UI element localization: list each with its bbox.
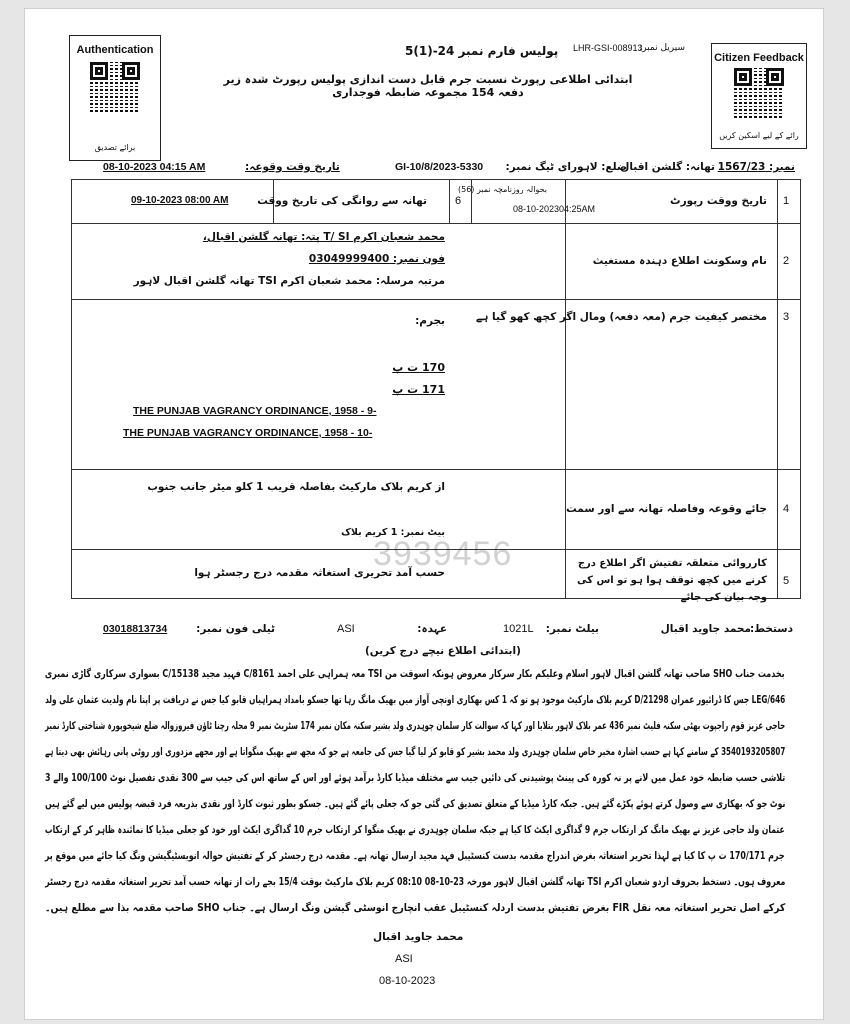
footer-date: 08-10-2023: [379, 975, 436, 987]
row-number: 1: [783, 195, 790, 207]
row-label: جائے وقوعہ وفاصلہ تھانہ سے اور سمت: [566, 503, 767, 515]
vagrancy-section-10: THE PUNJAB VAGRANCY ORDINANCE, 1958 - 10-: [123, 427, 373, 439]
narrative-line: عثمان ولد حاجی عزیز نے بھیک مانگ کر ارتکاب جرم 9 گداگری ایکٹ کا کیا ہے جبکہ سلمان چوہدری نے بھیک منگوا کر ارتکاب جرم 10 گداگری ایکٹ اور خود کو جعلی میڈیا کا نمائندہ ظاہر کر کے ارتکاب: [45, 824, 785, 836]
narrative-line: بخدمت جناب SHO صاحب تھانہ گلشن اقبال لاہور اسلام وعلیکم بکار سرکار معروض ہونکہ اسوقت من TSI معہ ہمراہی علی احمد 8161/C فہید مجید 15138/C بسواری سرکاری گاڑی نمبری: [45, 668, 785, 680]
citizen-feedback-qr-box: [711, 43, 807, 149]
watermark: 3939456: [373, 535, 513, 573]
feedback-caption: رائے کے لیے اسکین کریں: [719, 131, 799, 140]
fir-document: [24, 8, 824, 1020]
fir-number: نمبر: 1567/23: [717, 161, 795, 173]
row-number: 3: [783, 311, 790, 323]
narrative-line: کرکے اصل تحریر استغاثہ معہ نقل FIR بغرض تفتیش بدست اردلہ کنسٹیبل عقب انچارج انوسٹی گیشن ونگ ارسال ہے۔ جناب SHO صاحب مقدمہ بذا سے مطلع ہیں۔: [44, 902, 785, 914]
beat-number: بیٹ نمبر: 1 کریم بلاک: [341, 527, 445, 538]
row-number: 2: [783, 255, 790, 267]
departure-datetime: 09-10-2023 08:00 AM: [131, 195, 229, 206]
narrative-line: جرم 170/171 ت پ کا کیا ہے لہذا تحریر استغاثہ بغرض اندراج مقدمہ بدست کنسٹیبل فہد مجید ارسال تھانہ ہے۔ مقدمہ درج رجسٹر کر کے تفتیش حوالہ انویسٹیگیشن ونگ کیا جائے میں موقع پر: [45, 850, 785, 862]
complainant-phone: فون نمبر: 03049999400: [308, 253, 445, 265]
feedback-title: Citizen Feedback: [714, 52, 804, 64]
qr-code-icon: [90, 62, 140, 112]
narrative-line: 3540193205807 کے سامنے کہا ہے حسب اشارہ مخبر خاص سلمان چوہدری ولد محمد بشیر کو قابو کر لیا گیا جس کی جامعہ ہے جو کہ مجھ سے بھیک منگواتا ہے اور مجھے مزدوری اور روٹی پانی رہائش بھی دیتا ہے: [44, 746, 785, 758]
row-label: نام وسکونت اطلاع دہندہ مستغیث: [592, 255, 767, 267]
authentication-qr-box: [69, 35, 161, 161]
gi-label: ای ٹیگ نمبر:: [505, 161, 571, 173]
row-number: 6: [455, 195, 462, 207]
main-heading: ابتدائی اطلاعی رپورٹ نسبت جرم قابل دست اندازی پولیس رپورٹ شدہ زیر دفعہ 154 مجموعہ ضابطہ فوجداری: [223, 73, 633, 99]
rank-label: عہدہ:: [417, 623, 447, 635]
gi-value: GI-10/8/2023-5330: [395, 161, 484, 173]
section-170: 170 ت پ: [392, 361, 445, 374]
instruction-note: (ابتدائی اطلاع نیچے درج کریں): [365, 645, 521, 657]
place-of-occurrence: از کریم بلاک مارکیٹ بفاصلہ قریب 1 کلو میٹر جانب جنوب: [147, 481, 445, 493]
sign-value: محمد جاوید اقبال: [660, 623, 751, 635]
phone-value: 03018813734: [103, 623, 168, 635]
action-taken: حسب آمد تحریری استغاثہ مقدمہ درج رجسٹر ہوا: [194, 567, 445, 579]
report-datetime: 08-10-202304:25AM: [513, 204, 596, 214]
belt-value: 1021L: [503, 623, 534, 635]
sign-label: دستخط:: [749, 623, 793, 635]
serial-value: LHR-GSI-008913: [573, 43, 643, 53]
authentication-title: Authentication: [76, 44, 154, 56]
complainant-name: محمد شعبان اکرم T/ SI پتہ: تھانہ گلشن اقبال،: [202, 231, 445, 243]
row-label: کارروائی متعلقہ تفتیش اگر اطلاع درج کرنے میں کچھ توقف ہوا ہو تو اس کی وجہ بیان کی جائے: [577, 558, 767, 603]
footer-name: محمد جاوید اقبال: [373, 931, 464, 943]
prepared-by: مرتبہ مرسلہ: محمد شعبان اکرم TSI تھانہ گلشن اقبال لاہور: [133, 275, 445, 287]
occurrence-label: تاریخ وقت وقوعہ:: [245, 161, 340, 173]
narrative-line: معروف ہوں۔ دستخط بحروف اردو شعبان اکرم TSI تھانہ گلشن اقبال لاہور مورخہ 23-10-08 08:10 کریم بلاک مارکیٹ بوقت 15/4 بجے رات از تھانہ حسب آمد تحریر استغاثہ مقدمہ درج رجسٹر: [44, 876, 785, 888]
form-title: پولیس فارم نمبر 24-(1)5: [405, 44, 559, 58]
belt-label: بیلٹ نمبر:: [545, 623, 599, 635]
district-name: ضلع: لاہور: [570, 161, 627, 173]
departure-label: تھانہ سے روانگی کی تاریخ ووقت: [257, 195, 427, 207]
row-label: مختصر کیفیت جرم (معہ دفعہ) ومال اگر کچھ کھو گیا ہے: [476, 311, 767, 323]
row-number: 5: [783, 575, 790, 587]
qr-code-icon: [734, 68, 784, 118]
phone-label: ٹیلی فون نمبر:: [196, 623, 275, 635]
thana-name: تھانہ: گلشن اقبال: [620, 161, 715, 173]
row-label: تاریخ ووقت رپورٹ: [670, 195, 767, 207]
roznamcha-ref: بحوالہ روزنامچہ نمبر (56): [457, 185, 547, 194]
vagrancy-section-9: THE PUNJAB VAGRANCY ORDINANCE, 1958 - 9-: [133, 405, 377, 417]
narrative-line: حاجی عزیز قوم راجپوت بھٹی سکنہ فلیٹ نمبر 436 عمر بلاک لاہور بتلایا اور کہا کہ سوالت کار سلمان چوہدری ولد بشیر سکنہ مکان نمبر 174 سٹریٹ نمبر 9 محلہ رچنا ٹاؤن فیروزوالہ ضلع شیخوپورہ شناختی کارڈ نمبر: [44, 720, 785, 732]
crime-heading: بجرم:: [415, 315, 445, 327]
footer-rank: ASI: [395, 953, 413, 965]
serial-label: سیریل نمبر:: [639, 43, 685, 53]
rank-value: ASI: [337, 623, 355, 635]
occurrence-value: 08-10-2023 04:15 AM: [103, 161, 206, 173]
narrative-line: نوٹ جو کہ بھکاری سے وصول کرتے ہوئے پکڑے گئے ہیں۔ جبکہ کارڈ میڈیا کے متعلق تصدیق کی گئی جو کہ جعلی پائے گئے ہیں۔ جسکو بطور ثبوت کارڈ اور نقدی بذریعہ فرد قبضہ پولیس میں لیے گئے ہیں: [44, 798, 785, 810]
narrative-line: تلاشی حسب ضابطہ خود عمل میں لانے پر نہ کورہ کی پینٹ پوشیدنی کی دائیں جیب سے مختلف میڈیا کارڈ برآمد ہوئے اور اس کے ساتھ اس کی جیب سے 300 نقدی تفصیل نوٹ 100/100 والے 3: [44, 772, 785, 784]
section-171: 171 ت پ: [392, 383, 445, 396]
row-number: 4: [783, 503, 790, 515]
narrative-line: LEG/646 جس کا ڈرائیور عمران 21298/D کریم بلاک مارکیٹ موجود ہو تو کہ 1 کس بھکاری اونچی آواز میں بھیک مانگ رہا تھا جسکو بامداد ہمراہیاں قابو کیا جس نے دریافت پر اپنا نام ولدیت عثمان علی ولد: [44, 694, 785, 706]
authentication-caption: برائے تصدیق: [94, 143, 136, 152]
